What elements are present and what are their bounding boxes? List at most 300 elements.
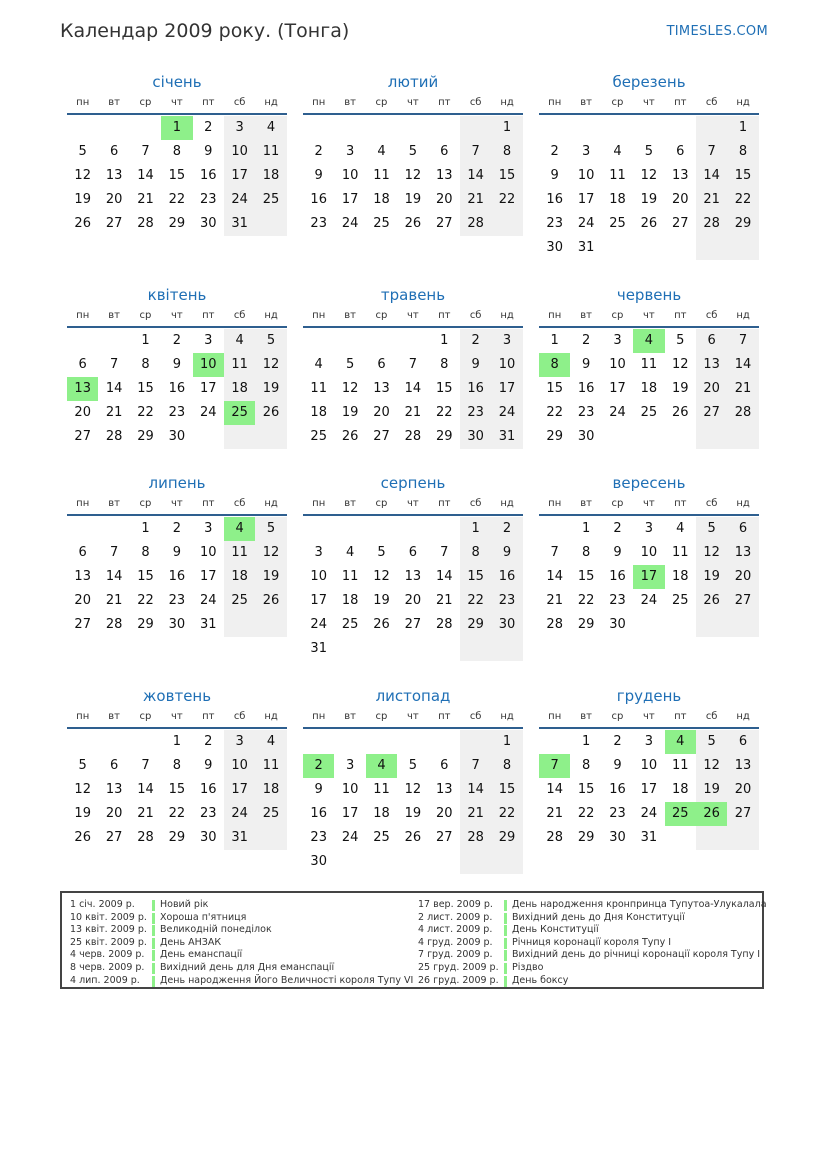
empty-cell <box>303 730 334 754</box>
day-cell: 28 <box>404 429 422 444</box>
weekday-label: нд <box>736 310 750 321</box>
weekday-label: вт <box>108 310 120 321</box>
day-cell: 20 <box>671 192 689 207</box>
day-cell: 23 <box>199 806 217 821</box>
week-row <box>303 637 523 661</box>
day-cell: 23 <box>546 216 563 231</box>
day-cell: 7 <box>440 545 449 560</box>
empty-cell <box>429 850 460 874</box>
day-cell: 8 <box>727 140 758 164</box>
holiday-marker <box>504 976 507 987</box>
day-cell: 29 <box>546 429 563 444</box>
day-cell: 31 <box>640 830 658 845</box>
day-cell: 10 <box>640 758 658 773</box>
day-cell: 20 <box>435 192 453 207</box>
day-cell: 3 <box>644 521 653 536</box>
month-name: серпень <box>380 474 446 492</box>
day-cell: 2 <box>613 734 622 749</box>
day-cell: 22 <box>577 593 595 608</box>
legend-holiday-name: День боксу <box>512 974 569 986</box>
weekday-label: сб <box>233 498 246 509</box>
week-row <box>303 565 523 589</box>
week-row <box>67 802 287 826</box>
day-cell: 21 <box>460 802 491 826</box>
day-cell: 24 <box>609 405 626 420</box>
weekday-label: пт <box>438 310 451 321</box>
day-cell: 19 <box>640 192 658 207</box>
page-header <box>60 18 768 48</box>
day-cell: 1 <box>550 333 559 348</box>
legend-holiday-name: Вихідний день до річниці коронації короля Тупу І <box>512 949 761 961</box>
day-cell: 10 <box>224 140 255 164</box>
week-row <box>303 377 523 401</box>
day-cell: 28 <box>546 830 563 845</box>
day-cell: 14 <box>105 381 123 396</box>
day-cell: 27 <box>404 617 422 632</box>
empty-cell <box>366 517 397 541</box>
empty-cell <box>460 637 491 661</box>
holiday-marker <box>152 900 155 911</box>
weekday-label: сб <box>469 97 482 108</box>
day-cell: 9 <box>550 168 559 183</box>
page-title: Календар 2009 року. (Тонга) <box>60 20 350 42</box>
day-cell: 16 <box>609 782 626 797</box>
day-cell: 21 <box>435 593 453 608</box>
day-cell: 18 <box>310 405 327 420</box>
holiday-day-cell: 4 <box>633 329 664 353</box>
legend-holiday-name: Різдво <box>512 961 544 973</box>
legend-holiday-name: Річниця коронації короля Тупу І <box>512 936 672 948</box>
empty-cell <box>397 517 428 541</box>
day-cell: 5 <box>408 758 417 773</box>
month-name: липень <box>148 474 206 492</box>
empty-cell <box>696 826 727 850</box>
day-cell: 28 <box>435 617 453 632</box>
day-cell: 25 <box>609 216 626 231</box>
legend-column-right <box>418 899 767 987</box>
day-cell: 30 <box>609 617 626 632</box>
day-cell: 6 <box>78 545 87 560</box>
weekday-label: пт <box>202 97 215 108</box>
day-cell: 15 <box>546 381 563 396</box>
day-cell: 5 <box>78 758 87 773</box>
empty-cell <box>727 425 758 449</box>
month-name: січень <box>152 73 202 91</box>
empty-cell <box>67 517 98 541</box>
empty-cell <box>727 613 758 637</box>
week-row <box>539 826 759 850</box>
day-cell: 16 <box>491 565 522 589</box>
holiday-marker <box>152 913 155 924</box>
month-1 <box>303 72 523 236</box>
week-row <box>67 188 287 212</box>
weekday-label: пн <box>312 310 326 321</box>
day-cell: 26 <box>341 429 359 444</box>
empty-cell <box>429 517 460 541</box>
day-cell: 4 <box>255 116 286 140</box>
legend-date: 26 груд. 2009 р. <box>418 974 499 986</box>
day-cell: 31 <box>224 212 255 236</box>
weekday-label: ср <box>375 310 388 321</box>
empty-cell <box>130 730 161 754</box>
day-cell: 15 <box>491 778 522 802</box>
empty-cell <box>366 116 397 140</box>
legend-row <box>418 949 767 962</box>
day-cell: 2 <box>314 144 323 159</box>
legend-row <box>418 924 767 937</box>
day-cell: 10 <box>491 353 522 377</box>
day-cell: 17 <box>224 164 255 188</box>
day-cell: 18 <box>224 565 255 589</box>
day-cell: 21 <box>546 593 563 608</box>
day-cell: 27 <box>671 216 689 231</box>
day-cell: 14 <box>137 782 154 797</box>
day-cell: 7 <box>696 140 727 164</box>
weekday-header <box>539 309 759 328</box>
day-cell: 12 <box>640 168 658 183</box>
empty-cell <box>303 116 334 140</box>
day-cell: 16 <box>168 381 186 396</box>
empty-cell <box>334 637 365 661</box>
day-cell: 5 <box>345 357 355 372</box>
day-cell: 8 <box>491 754 522 778</box>
empty-cell <box>602 236 633 260</box>
day-cell: 23 <box>199 192 217 207</box>
day-cell: 2 <box>550 144 559 159</box>
holiday-marker <box>504 925 507 936</box>
day-cell: 17 <box>341 192 359 207</box>
weekday-label: сб <box>705 498 718 509</box>
week-row <box>539 116 759 140</box>
day-cell: 27 <box>105 216 123 231</box>
week-row <box>67 140 287 164</box>
weekday-label: ср <box>139 711 152 722</box>
holiday-marker <box>152 976 155 987</box>
week-row <box>539 329 759 353</box>
day-cell: 28 <box>137 216 154 231</box>
day-cell: 11 <box>255 140 286 164</box>
holiday-marker <box>504 900 507 911</box>
day-cell: 27 <box>74 429 91 444</box>
day-cell: 22 <box>460 589 491 613</box>
day-cell: 9 <box>460 353 491 377</box>
day-cell: 6 <box>109 758 119 773</box>
weekday-label: пн <box>312 711 326 722</box>
month-8 <box>539 473 759 637</box>
day-cell: 18 <box>255 164 286 188</box>
day-cell: 4 <box>314 357 323 372</box>
legend-row <box>70 962 413 975</box>
empty-cell <box>602 116 633 140</box>
day-cell: 19 <box>404 806 422 821</box>
holiday-marker <box>152 938 155 949</box>
day-cell: 8 <box>172 758 181 773</box>
legend-row <box>70 937 413 950</box>
weekday-label: чт <box>643 711 655 722</box>
day-cell: 12 <box>341 381 359 396</box>
weekday-label: пт <box>202 310 215 321</box>
empty-cell <box>224 613 255 637</box>
week-row <box>67 541 287 565</box>
legend-row <box>70 912 413 925</box>
day-cell: 20 <box>105 192 123 207</box>
day-cell: 5 <box>696 730 727 754</box>
day-cell: 14 <box>727 353 758 377</box>
week-row <box>67 116 287 140</box>
empty-cell <box>665 613 696 637</box>
day-cell: 13 <box>696 353 727 377</box>
day-cell: 13 <box>74 569 91 584</box>
day-cell: 14 <box>137 168 154 183</box>
day-cell: 21 <box>137 806 154 821</box>
legend-date: 4 лип. 2009 р. <box>70 974 140 986</box>
weekday-label: сб <box>469 310 482 321</box>
holiday-day-cell: 26 <box>696 802 727 826</box>
empty-cell <box>255 613 286 637</box>
day-cell: 3 <box>491 329 522 353</box>
empty-cell <box>366 730 397 754</box>
weekday-label: пт <box>438 498 451 509</box>
empty-cell <box>429 116 460 140</box>
day-cell: 7 <box>408 357 417 372</box>
day-cell: 1 <box>491 730 522 754</box>
day-cell: 21 <box>105 405 123 420</box>
month-name: березень <box>612 73 686 91</box>
legend-date: 8 черв. 2009 р. <box>70 961 145 973</box>
day-cell: 5 <box>255 329 286 353</box>
legend-holiday-name: День Конституції <box>512 924 599 936</box>
holiday-day-cell: 4 <box>665 730 696 754</box>
day-cell: 2 <box>172 333 181 348</box>
weekday-label: пн <box>548 711 562 722</box>
day-cell: 13 <box>435 168 453 183</box>
weekday-label: пт <box>202 498 215 509</box>
day-cell: 20 <box>727 565 758 589</box>
day-cell: 17 <box>640 782 658 797</box>
week-row <box>539 377 759 401</box>
day-cell: 1 <box>172 734 181 749</box>
day-cell: 22 <box>546 405 563 420</box>
holiday-marker <box>504 950 507 961</box>
day-cell: 7 <box>141 758 150 773</box>
weekday-label: чт <box>407 97 419 108</box>
day-cell: 23 <box>460 401 491 425</box>
empty-cell <box>727 236 758 260</box>
weekday-label: пт <box>674 498 687 509</box>
legend-row <box>418 912 767 925</box>
empty-cell <box>491 850 522 874</box>
weekday-label: чт <box>171 711 183 722</box>
day-cell: 25 <box>341 617 359 632</box>
day-cell: 16 <box>460 377 491 401</box>
weekday-label: пн <box>548 498 562 509</box>
weekday-label: пн <box>312 498 326 509</box>
day-cell: 7 <box>727 329 758 353</box>
weekday-label: сб <box>705 97 718 108</box>
day-cell: 24 <box>199 593 217 608</box>
day-cell: 21 <box>460 188 491 212</box>
day-cell: 17 <box>224 778 255 802</box>
day-cell: 19 <box>74 192 91 207</box>
weekday-label: чт <box>643 310 655 321</box>
month-9 <box>67 686 287 850</box>
day-cell: 15 <box>137 381 154 396</box>
holiday-marker <box>152 925 155 936</box>
week-row <box>303 140 523 164</box>
week-row <box>303 425 523 449</box>
legend-holiday-name: Вихідний день до Дня Конституції <box>512 911 685 923</box>
empty-cell <box>397 850 428 874</box>
day-cell: 28 <box>137 830 154 845</box>
month-name: червень <box>616 286 682 304</box>
day-cell: 20 <box>404 593 422 608</box>
day-cell: 5 <box>78 144 87 159</box>
legend-date: 13 квіт. 2009 р. <box>70 924 147 936</box>
day-cell: 23 <box>168 405 186 420</box>
empty-cell <box>224 425 255 449</box>
empty-cell <box>539 730 570 754</box>
day-cell: 13 <box>105 168 123 183</box>
day-cell: 9 <box>204 144 213 159</box>
weekday-label: вт <box>344 97 356 108</box>
day-cell: 3 <box>224 116 255 140</box>
day-cell: 24 <box>640 806 658 821</box>
day-cell: 26 <box>404 830 422 845</box>
week-row <box>539 353 759 377</box>
legend-date: 10 квіт. 2009 р. <box>70 911 147 923</box>
day-cell: 15 <box>491 164 522 188</box>
week-row <box>303 826 523 850</box>
weekday-header <box>539 710 759 729</box>
day-cell: 3 <box>224 730 255 754</box>
day-cell: 16 <box>199 168 217 183</box>
week-row <box>303 329 523 353</box>
day-cell: 5 <box>644 144 653 159</box>
day-cell: 23 <box>310 830 327 845</box>
weekday-label: ср <box>139 310 152 321</box>
day-cell: 16 <box>609 569 626 584</box>
empty-cell <box>397 730 428 754</box>
holiday-marker <box>504 938 507 949</box>
day-cell: 4 <box>224 329 255 353</box>
legend-column-left <box>70 899 413 987</box>
day-cell: 12 <box>373 569 390 584</box>
day-cell: 24 <box>310 617 327 632</box>
day-cell: 29 <box>168 216 186 231</box>
day-cell: 7 <box>109 545 119 560</box>
month-0 <box>67 72 287 236</box>
weekday-label: нд <box>500 498 514 509</box>
week-row <box>303 730 523 754</box>
empty-cell <box>665 236 696 260</box>
weekday-label: пн <box>312 97 326 108</box>
day-cell: 30 <box>609 830 626 845</box>
day-cell: 8 <box>440 357 449 372</box>
day-cell: 1 <box>460 517 491 541</box>
day-cell: 7 <box>550 545 559 560</box>
day-cell: 13 <box>727 754 758 778</box>
day-cell: 21 <box>105 593 123 608</box>
day-cell: 19 <box>671 381 689 396</box>
empty-cell <box>130 116 161 140</box>
holiday-day-cell: 2 <box>303 754 334 778</box>
weekday-label: ср <box>375 498 388 509</box>
day-cell: 1 <box>491 116 522 140</box>
day-cell: 28 <box>727 401 758 425</box>
month-4 <box>303 285 523 449</box>
day-cell: 23 <box>609 806 626 821</box>
weekday-header <box>67 96 287 115</box>
holiday-marker <box>504 963 507 974</box>
week-row <box>303 401 523 425</box>
day-cell: 8 <box>141 357 150 372</box>
empty-cell <box>491 212 522 236</box>
day-cell: 20 <box>105 806 123 821</box>
day-cell: 17 <box>491 377 522 401</box>
empty-cell <box>334 329 365 353</box>
day-cell: 19 <box>696 778 727 802</box>
weekday-label: пн <box>548 97 562 108</box>
day-cell: 30 <box>460 425 491 449</box>
day-cell: 13 <box>727 541 758 565</box>
day-cell: 17 <box>341 806 359 821</box>
week-row <box>303 802 523 826</box>
month-name: квітень <box>147 286 207 304</box>
day-cell: 25 <box>310 429 327 444</box>
day-cell: 30 <box>546 240 563 255</box>
weekday-label: пт <box>438 97 451 108</box>
day-cell: 6 <box>377 357 386 372</box>
weekday-label: пн <box>76 498 90 509</box>
empty-cell <box>255 212 286 236</box>
day-cell: 1 <box>581 734 591 749</box>
week-row <box>303 778 523 802</box>
day-cell: 21 <box>727 377 758 401</box>
weekday-label: чт <box>171 310 183 321</box>
day-cell: 9 <box>204 758 213 773</box>
weekday-label: вт <box>580 711 592 722</box>
weekday-label: вт <box>580 310 592 321</box>
day-cell: 2 <box>613 521 622 536</box>
day-cell: 30 <box>168 617 186 632</box>
day-cell: 15 <box>460 565 491 589</box>
day-cell: 9 <box>172 357 181 372</box>
weekday-header <box>303 309 523 328</box>
empty-cell <box>696 236 727 260</box>
day-cell: 10 <box>341 168 359 183</box>
day-cell: 26 <box>74 830 91 845</box>
day-cell: 28 <box>546 617 563 632</box>
day-cell: 31 <box>310 641 327 656</box>
day-cell: 30 <box>168 429 186 444</box>
month-2 <box>539 72 759 260</box>
weekday-label: ср <box>139 498 152 509</box>
day-cell: 12 <box>404 168 422 183</box>
site-link[interactable]: TIMESLES.COM <box>666 24 768 39</box>
day-cell: 4 <box>255 730 286 754</box>
legend-row <box>70 949 413 962</box>
legend-row <box>70 899 413 912</box>
day-cell: 12 <box>74 168 91 183</box>
empty-cell <box>67 116 98 140</box>
day-cell: 29 <box>168 830 186 845</box>
day-cell: 22 <box>137 593 154 608</box>
empty-cell <box>429 637 460 661</box>
weekday-header <box>67 710 287 729</box>
day-cell: 25 <box>255 802 286 826</box>
legend-date: 1 січ. 2009 р. <box>70 899 135 910</box>
day-cell: 18 <box>609 192 626 207</box>
